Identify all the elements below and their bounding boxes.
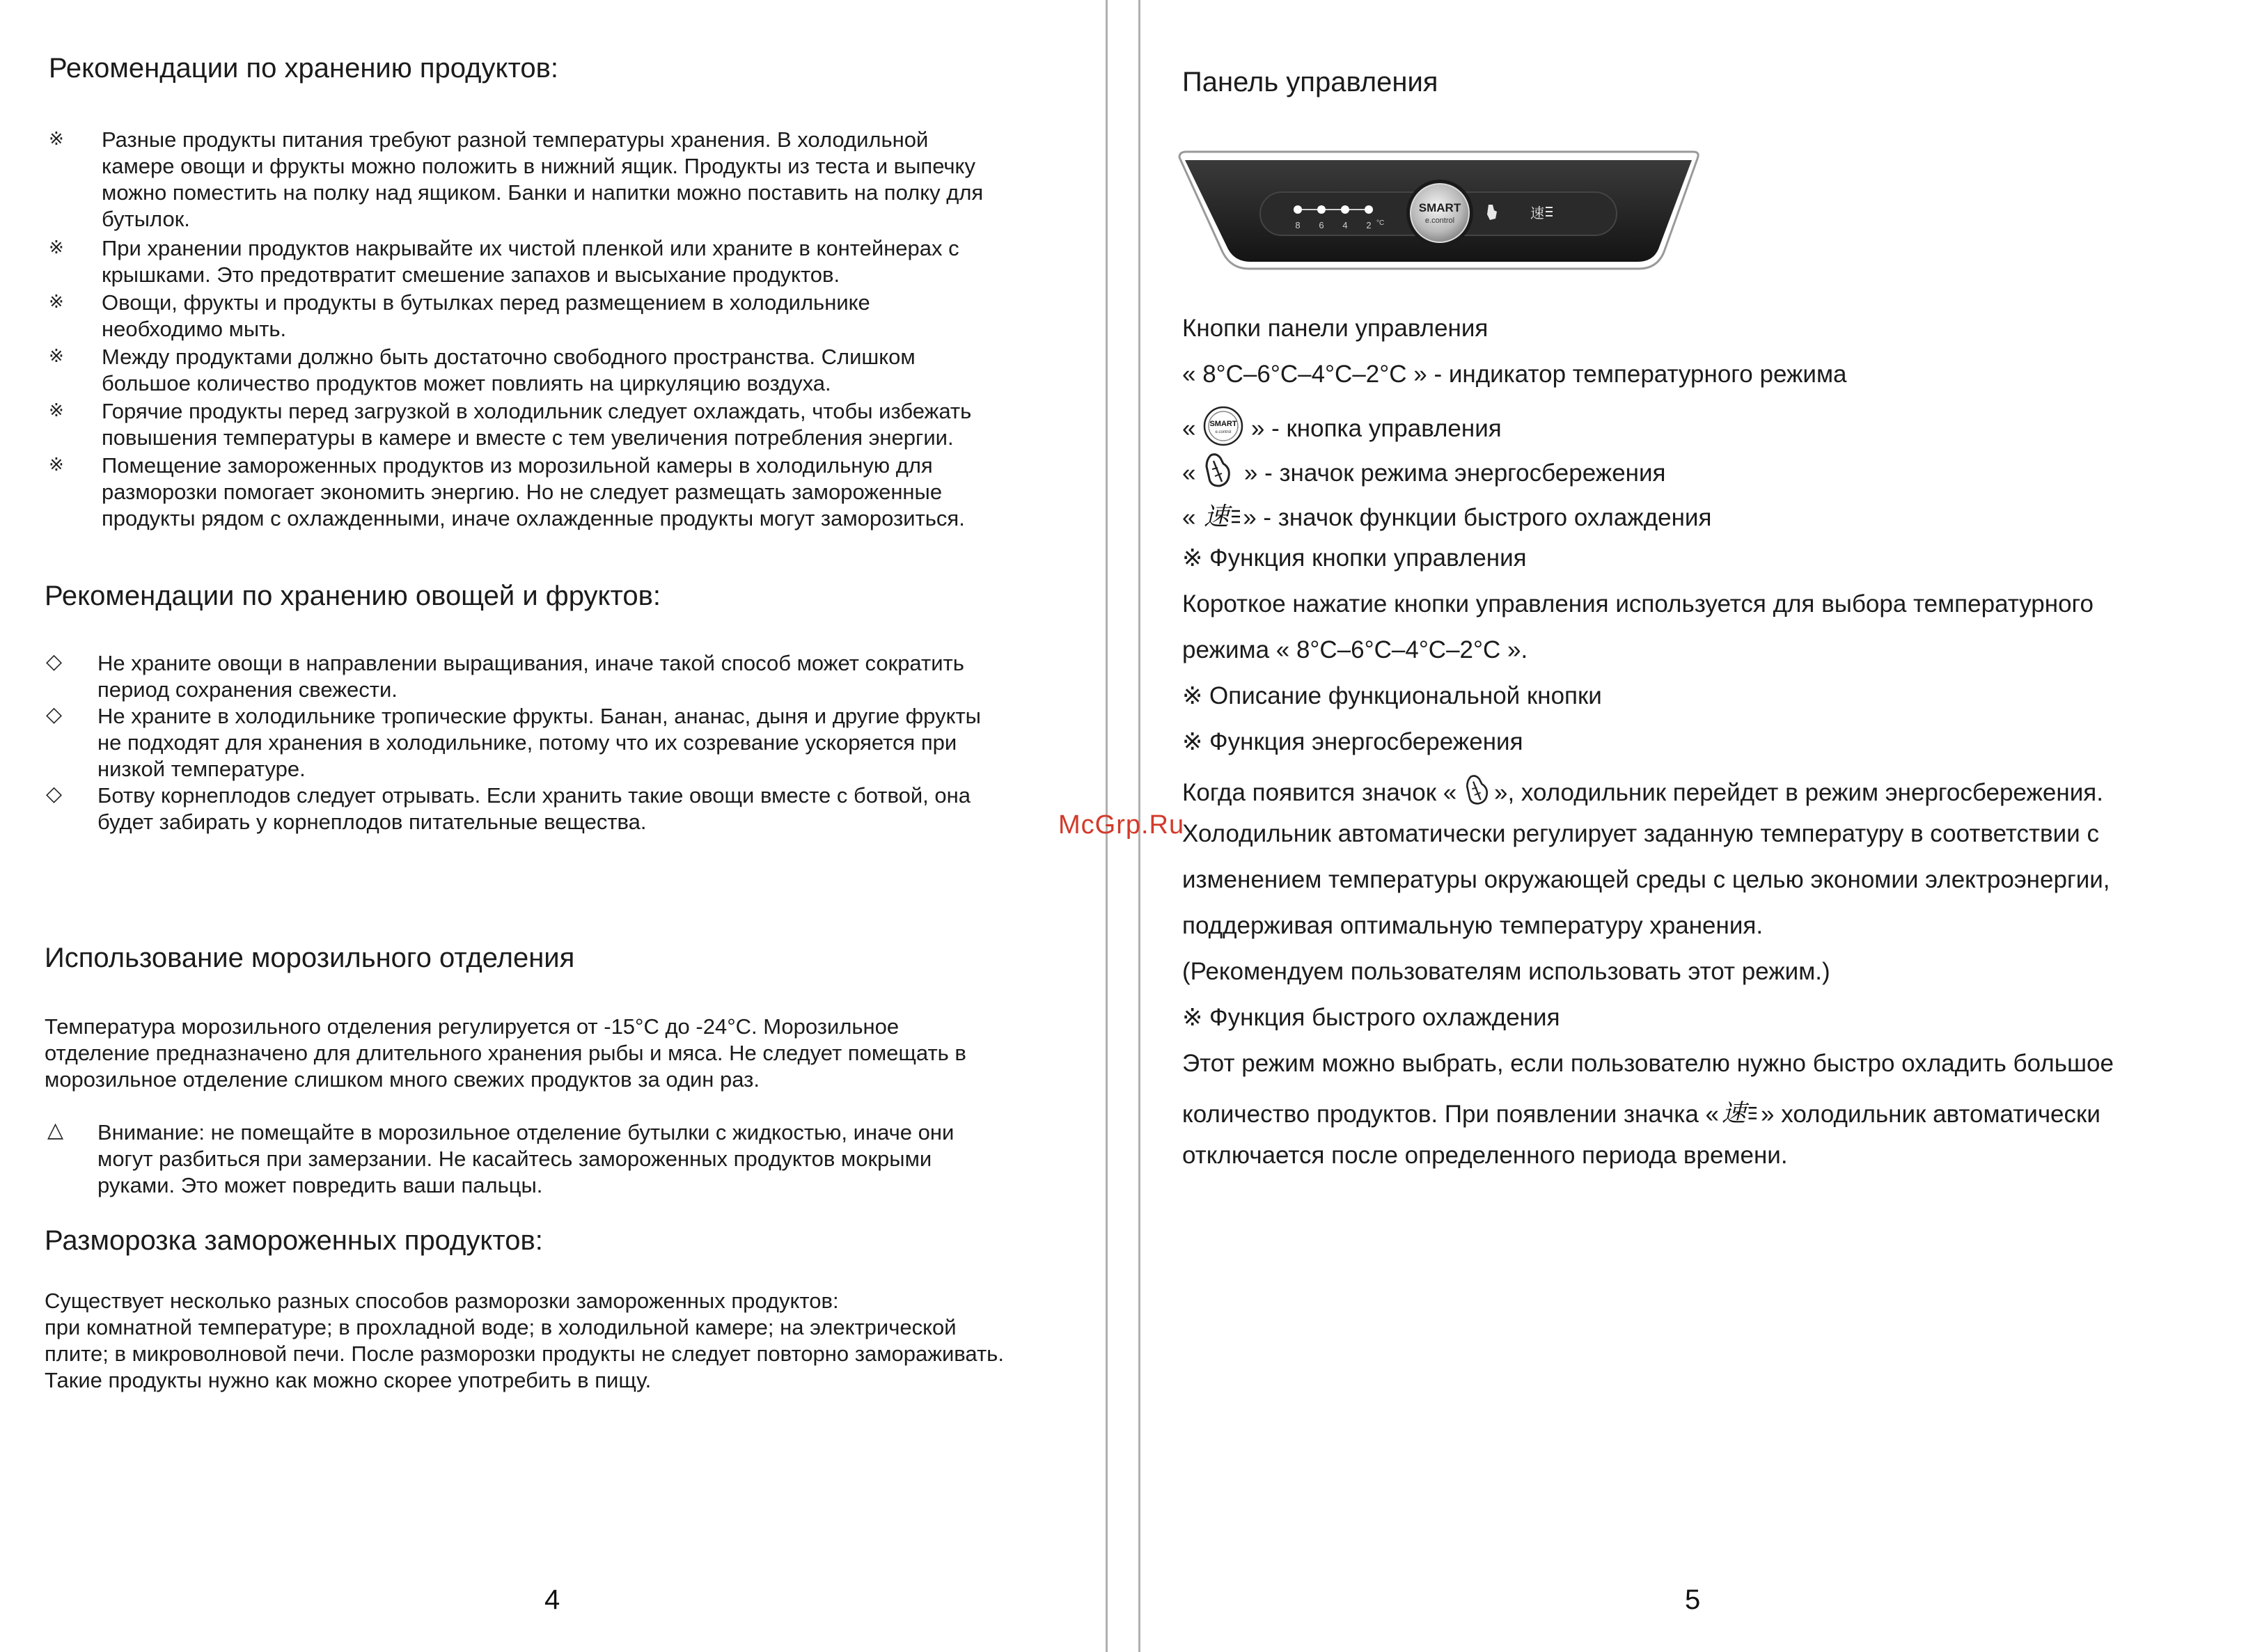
bullet-icon: ◇ bbox=[46, 650, 63, 673]
control-function-text-1: Короткое нажатие кнопки управления используется для выбора температурного bbox=[1182, 590, 2094, 617]
storage-recommendations-title: Рекомендации по хранению продуктов: bbox=[49, 53, 558, 84]
bullet-icon: ※ bbox=[49, 128, 64, 149]
svg-text:速: 速 bbox=[1204, 503, 1230, 531]
left-page bbox=[0, 0, 1107, 1652]
smart-button-sublabel: e.control bbox=[1424, 217, 1455, 225]
bullet-icon: ※ bbox=[49, 400, 64, 420]
indicator-label-6: 6 bbox=[1319, 220, 1324, 230]
list-item: Между продуктами должно быть достаточно свободного пространства. Слишком большое количество продуктов может повлиять на циркуляцию воздуха. bbox=[102, 345, 916, 395]
temperature-indicator-line: « 8°C–6°C–4°C–2°C » - индикатор температурного режима bbox=[1182, 361, 1847, 388]
bullet-icon: ◇ bbox=[46, 782, 63, 805]
smart-button-icon bbox=[1202, 405, 1244, 455]
list-item: Овощи, фрукты и продукты в бутылках перед размещением в холодильнике необходимо мыть. bbox=[102, 290, 870, 341]
list-item: Не храните овощи в направлении выращивания, иначе такой способ может сократить период сохранения свежести. bbox=[97, 651, 964, 702]
smart-button-label: SMART bbox=[1418, 201, 1461, 214]
page-number-left: 4 bbox=[544, 1584, 560, 1615]
svg-text:速: 速 bbox=[1722, 1099, 1746, 1128]
smart-icon-sublabel: e.control bbox=[1215, 430, 1232, 434]
freezer-warning-text: Внимание: не помещайте в морозильное отделение бутылки с жидкостью, иначе они могут разбиться при замерзании. Не касайтесь замороженных продуктов мокрыми руками. Это может повредить ваши пальцы. bbox=[97, 1120, 955, 1197]
control-function-text-2: режима « 8°C–6°C–4°C–2°C ». bbox=[1182, 636, 1528, 663]
bullet-icon: ※ bbox=[49, 454, 64, 475]
list-item: Разные продукты питания требуют разной температуры хранения. В холодильной камере овощи и фрукты можно положить в нижний ящик. Продукты из теста и выпечку можно поместить на полку над ящиком. Банки и напитки можно поставить на полку для бутылок. bbox=[102, 127, 984, 231]
list-item: Помещение замороженных продуктов из морозильной камеры в холодильную для разморозки помогает экономить энергию. Но не следует размещать замороженные продукты рядом с охлажденными, иначе охлажденные продукты могут заморозиться. bbox=[102, 453, 965, 530]
list-item: При хранении продуктов накрывайте их чистой пленкой или храните в контейнерах с крышками. Это предотвратит смешение запахов и высыхание продуктов. bbox=[102, 236, 959, 287]
list-item: Не храните в холодильнике тропические фрукты. Банан, ананас, дыня и другие фрукты не подходят для хранения в холодильнике, потому что их созревание ускоряется при низкой температуре. bbox=[97, 704, 981, 781]
energy-saving-recommendation: (Рекомендуем пользователям использовать этот режим.) bbox=[1182, 958, 1830, 985]
indicator-unit: °C bbox=[1376, 219, 1385, 227]
freezer-usage-paragraph: Температура морозильного отделения регулируется от -15°С до -24°С. Морозильное отделение предназначено для длительного хранения рыбы и мяса. Не следует помещать в морозильное отделение слишком много свежих продуктов за один раз. bbox=[45, 1014, 966, 1092]
svg-text:速: 速 bbox=[1530, 205, 1544, 221]
indicator-dot-2 bbox=[1365, 205, 1373, 214]
control-panel-illustration bbox=[1177, 148, 1706, 273]
fast-cooling-text-3: отключается после определенного периода времени. bbox=[1182, 1142, 1788, 1169]
defrosting-paragraph: Существует несколько разных способов разморозки замороженных продуктов: при комнатной температуре; в прохладной воде; в холодильной камере; на электрической плите; в микроволновой печи. После разморозки продукты не следует повторно замораживать. Такие продукты нужно как можно скорее употребить в пищу. bbox=[45, 1289, 1004, 1392]
fast-cooling-line: « 速 » - значок функции быстрого охлаждения bbox=[1182, 497, 1711, 541]
leaf-energy-icon bbox=[1202, 451, 1237, 498]
smart-control-button[interactable] bbox=[1406, 180, 1473, 246]
defrosting-title: Разморозка замороженных продуктов: bbox=[45, 1225, 543, 1256]
list-item: Ботву корнеплодов следует отрывать. Если хранить такие овощи вместе с ботвой, она будет забирать у корнеплодов питательные вещества. bbox=[97, 783, 971, 834]
indicator-dot-4 bbox=[1341, 205, 1349, 214]
indicator-dot-6 bbox=[1317, 205, 1326, 214]
warning-icon: △ bbox=[47, 1119, 64, 1142]
control-button-line: « SMART e.control » - кнопка управления bbox=[1182, 405, 1502, 455]
list-item: Горячие продукты перед загрузкой в холодильник следует охлаждать, чтобы избежать повышения температуры в камере и вместе с тем увеличения потребления энергии. bbox=[102, 399, 972, 450]
page-number-right: 5 bbox=[1685, 1584, 1701, 1615]
fast-cooling-text-1: Этот режим можно выбрать, если пользователю нужно быстро охладить большое bbox=[1182, 1050, 2114, 1077]
energy-saving-heading: ※ Функция энергосбережения bbox=[1182, 728, 1523, 755]
function-button-heading: ※ Описание функциональной кнопки bbox=[1182, 682, 1602, 709]
control-function-heading: ※ Функция кнопки управления bbox=[1182, 544, 1527, 572]
energy-saving-text-4: поддерживая оптимальную температуру хранения. bbox=[1182, 912, 1764, 939]
bullet-icon: ※ bbox=[49, 291, 64, 312]
panel-buttons-heading: Кнопки панели управления bbox=[1182, 315, 1489, 342]
bullet-icon: ◇ bbox=[46, 703, 63, 726]
smart-icon-label: SMART bbox=[1209, 420, 1237, 428]
watermark: McGrp.Ru bbox=[1058, 810, 1185, 840]
right-page bbox=[1140, 0, 2246, 1652]
energy-saving-text-2: Холодильник автоматически регулирует заданную температуру в соответствии с bbox=[1182, 820, 2099, 847]
control-panel-title: Панель управления bbox=[1182, 67, 1438, 97]
energy-saving-line: « » - значок режима энергосбережения bbox=[1182, 451, 1666, 498]
fast-cooling-heading: ※ Функция быстрого охлаждения bbox=[1182, 1004, 1560, 1031]
energy-saving-text-3: изменением температуры окружающей среды с целью экономии электроэнергии, bbox=[1182, 866, 2110, 893]
leaf-energy-icon-inline bbox=[1463, 773, 1494, 815]
fast-cooling-inline-icon bbox=[1719, 1094, 1761, 1137]
vegetables-fruits-title: Рекомендации по хранению овощей и фруктов: bbox=[45, 581, 661, 611]
fast-cooling-text-2: количество продуктов. При появлении значка « 速 » холодильник автоматически bbox=[1182, 1094, 2100, 1137]
bullet-icon: ※ bbox=[49, 345, 64, 366]
freezer-usage-title: Использование морозильного отделения bbox=[45, 943, 575, 973]
indicator-label-8: 8 bbox=[1295, 220, 1301, 230]
indicator-label-4: 4 bbox=[1342, 220, 1348, 230]
energy-saving-text-1: Когда появится значок « », холодильник перейдет в режим энергосбережения. bbox=[1182, 773, 2103, 815]
indicator-label-2: 2 bbox=[1366, 220, 1372, 230]
indicator-dot-8 bbox=[1294, 205, 1302, 214]
bullet-icon: ※ bbox=[49, 237, 64, 258]
fast-cooling-small-icon bbox=[1202, 497, 1243, 541]
